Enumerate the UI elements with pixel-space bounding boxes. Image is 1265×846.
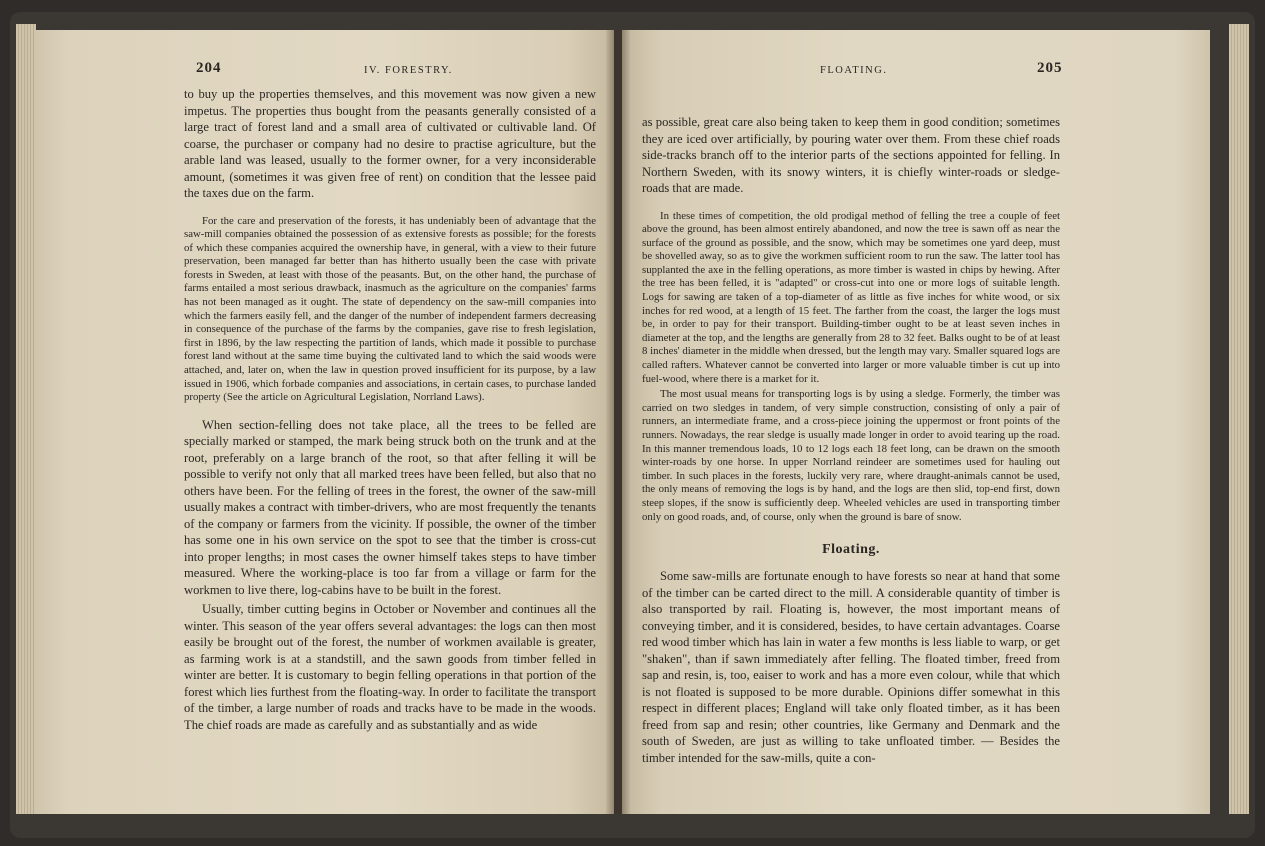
paragraph: The most usual means for transporting logs is by using a sledge. Formerly, the timber was carried on two sledges in tandem, of very simple construction, consisting of only a pair of runners, an intermediate frame, and a cross-piece joining the uppermost or front points of the runners. Nowadays, the rear sledge is usually made longer in order to avoid tearing up the road. In this manner tremendous loads, 10 to 12 logs each 18 feet long, can be drawn on the smooth winter-roads by one horse. In upper Norrland reindeer are sometimes used for hauling out timber. In such places in the forests, luckily very rare, where draught-animals cannot be used, the only means of removing the logs is by hand, and the logs are then slid, top-end first, down steep slopes, if the snow is sufficiently deep. Wheeled vehicles are used in transporting timber only on good roads, and, of course, only when the ground is bare of snow.: [642, 388, 1060, 523]
running-head: FLOATING.: [820, 65, 888, 76]
spacer: [642, 200, 1060, 210]
text-column: [184, 86, 596, 736]
paragraph: to buy up the properties themselves, and this movement was now given a new impetus. The properties thus bought from the peasants generally consisted of a large tract of forest land and a small area of cultivated or cultivable land. Of coarse, the purchaser or company had no desire to practise agriculture, but the arable land was leased, usually to the former owner, for a very inconsiderable amount, (sometimes it was given free of rent) on condition that the lessee paid the taxes due on the farm.: [184, 87, 596, 200]
right-page: [622, 30, 1210, 814]
book-gutter: [606, 30, 630, 814]
paragraph: For the care and preservation of the forests, it has undeniably been of advantage that the saw-mill companies obtained the possession of as extensive forests as possible; for the forests of which these companies acquired the ownership have, in general, with a view to their future preservation, been managed far better than has hitherto usually been the case with private forests in Sweden, at least with those of the peasants. But, on the other hand, the purchase of farms entailed a most serious drawback, inasmuch as the agriculture on the companies' farms has not been managed as it ought. The state of dependency on the saw-mill companies into which the farmers easily fell, and the danger of the number of independent farmers decreasing in consequence of the purchase of the farms by the companies, gave rise to fresh legislation, first in 1896, by the law respecting the partition of lands, which made it possible to purchase forest land without at the same time buying the cultivated land to which the said woods were attached, and, later on, when the law in question proved insufficient for its purpose, by a law issued in 1906, which forbade companies and associations, in certain cases, to purchase landed property (See the article on Agricultural Legislation, Norrland Laws).: [184, 214, 596, 404]
page-number: 205: [1037, 60, 1063, 76]
text-column: [642, 114, 1060, 769]
section-heading: Floating.: [822, 542, 880, 558]
paragraph: as possible, great care also being taken to keep them in good condition; sometimes they are iced over artificially, by pouring water over them. From these chief roads side-tracks branch off to the interior parts of the sections appointed for felling. In Northern Sweden, with its snowy winters, it is chiefly winter-roads or sledge-roads that are made.: [642, 115, 1060, 195]
paragraph: Usually, timber cutting begins in October or November and continues all the winter. This season of the year offers several advantages: the logs can then most easily be brought out of the forest, the number of workmen available is greater, as farming work is at a standstill, and the sawn goods from timber felled in winter are better. It is customary to begin felling operations in that portion of the forest which lies furthest from the floating-way. In order to facilitate the transport of the timber, a large number of roads and tracks have to be made in the woods. The chief roads are made as carefully and as substantially and as wide: [184, 602, 596, 732]
paragraph: When section-felling does not take place, all the trees to be felled are specially marked or stamped, the mark being struck both on the trunk and at the root, preferably on a large branch of the root, so that after felling it will be possible to verify not only that all marked trees have been felled, but also that no others have been. For the felling of trees in the forest, the owner of the saw-mill usually makes a contract with timber-drivers, who are most frequently the tenants of the company or farmers from the vicinity. If possible, the owner of the timber has some one in his own service on the spot to see that the timber is cross-cut into proper lengths; in most cases the owner himself takes steps to have timber measured. Where the working-place is too far from a village or farm for the workmen to live there, log-cabins have to be built in the forest.: [184, 417, 596, 597]
paragraph: In these times of competition, the old prodigal method of felling the tree a couple of feet above the ground, has been almost entirely abandoned, and now the tree is sawn off as near the surface of the ground as possible, and the snow, which may be sometimes one yard deep, must be shovelled away, so as to give the workmen sufficient room to run the saw. The latter tool has supplanted the axe in the felling operations, as more timber is wasted in chips by hewing. After the tree has been felled, it is "adapted" or cross-cut into one or more logs of suitable length. Logs for sawing are taken of a top-diameter of as little as five inches for white wood, or six inches for red wood, at a length of 15 feet. The farther from the coast, the larger the logs must be, in order to pay for their transport. Building-timber ought to be at least seven inches in diameter at the top, and the lengths are generally from 28 to 32 feet. Balks ought to be of at least 8 inches' diameter in the middle when dressed, but the length may vary. Smaller squared logs are called rafters. Whatever cannot be converted into larger or more valuable timber is cut up into fuel-wood, where there is a market for it.: [642, 209, 1061, 385]
spacer: [184, 205, 596, 215]
page-edges-right: [1229, 24, 1249, 814]
page-number: 204: [196, 60, 222, 76]
running-head: IV. FORESTRY.: [364, 65, 453, 76]
page-edges-left: [16, 24, 36, 814]
spacer: [184, 407, 596, 417]
left-page: [34, 30, 614, 814]
paragraph: Some saw-mills are fortunate enough to have forests so near at hand that some of the timber can be carted direct to the mill. A considerable quantity of timber is also transported by rail. Floating is, however, the most important means of conveying timber, and it is considered, besides, to have certain advantages. Coarse red wood timber which has lain in water a few months is less liable to warp, or get "shaken", than if sawn immediately after felling. The floated timber, freed from sap and resin, is, too, eaiser to work and has a more even colour, while that which is not floated is supposed to be more durable. Opinions differ somewhat in this respect in different places; England will take only floated timber, as it has been freed from sap and resin; other countries, like Germany and Denmark and the south of Sweden, are just as willing to take unfloated timber. — Besides the timber intended for the saw-mills, quite a con-: [642, 569, 1060, 765]
